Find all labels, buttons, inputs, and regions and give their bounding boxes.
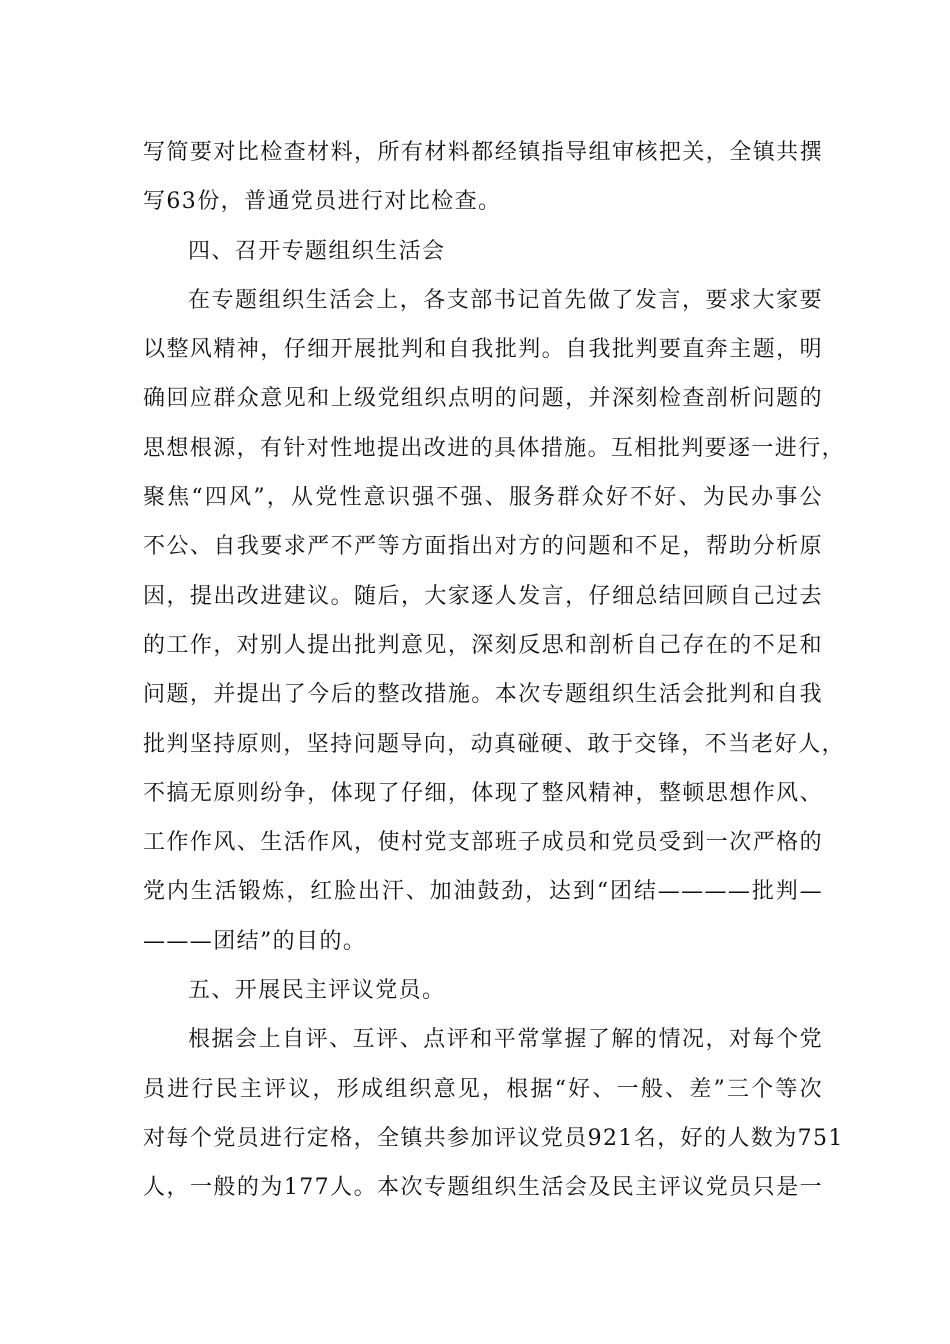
section-heading: 四、召开专题组织生活会 [188, 238, 446, 264]
paragraph-line: 不公、自我要求严不严等方面指出对方的问题和不足，帮助分析原 [143, 534, 823, 560]
paragraph-line: 在专题组织生活会上，各支部书记首先做了发言，要求大家要 [188, 287, 823, 313]
paragraph-line: 工作作风、生活作风，使村党支部班子成员和党员受到一次严格的 [143, 830, 823, 856]
paragraph-line: 因，提出改进建议。随后，大家逐人发言，仔细总结回顾自己过去 [143, 583, 823, 609]
paragraph-line: ———团结”的目的。 [143, 928, 367, 954]
paragraph-line: 问题，并提出了今后的整改措施。本次专题组织生活会批判和自我 [143, 682, 823, 708]
paragraph-line: 写简要对比检查材料，所有材料都经镇指导组审核把关，全镇共撰 [143, 140, 823, 165]
paragraph-line: 员进行民主评议，形成组织意见，根据“好、一般、差”三个等次 [143, 1076, 823, 1102]
paragraph-line: 聚焦“四风”，从党性意识强不强、服务群众好不好、为民办事公 [143, 485, 823, 511]
paragraph-line: 批判坚持原则，坚持问题导向，动真碰硬、敢于交锋，不当老好人， [143, 731, 846, 757]
paragraph-line: 对每个党员进行定格，全镇共参加评议党员921名，好的人数为751 [143, 1125, 844, 1151]
paragraph-line: 根据会上自评、互评、点评和平常掌握了解的情况，对每个党 [188, 1027, 823, 1053]
paragraph-line: 党内生活锻炼，红脸出汗、加油鼓劲，达到“团结————批判— [143, 879, 823, 905]
paragraph-line: 的工作，对别人提出批判意见，深刻反思和剖析自己存在的不足和 [143, 632, 823, 658]
document-body [143, 128, 846, 1213]
paragraph-line: 思想根源，有针对性地提出改进的具体措施。互相批判要逐一进行， [143, 435, 846, 461]
paragraph-line: 写63份，普通党员进行对比检查。 [143, 189, 502, 215]
paragraph-line: 以整风精神，仔细开展批判和自我批判。自我批判要直奔主题，明 [143, 337, 823, 363]
section-heading: 五、开展民主评议党员。 [188, 978, 446, 1004]
paragraph-line: 不搞无原则纷争，体现了仔细，体现了整风精神，整顿思想作风、 [143, 780, 823, 806]
paragraph-line: 确回应群众意见和上级党组织点明的问题，并深刻检查剖析问题的 [143, 386, 823, 412]
paragraph-line: 人，一般的为177人。本次专题组织生活会及民主评议党员只是一 [143, 1175, 823, 1201]
